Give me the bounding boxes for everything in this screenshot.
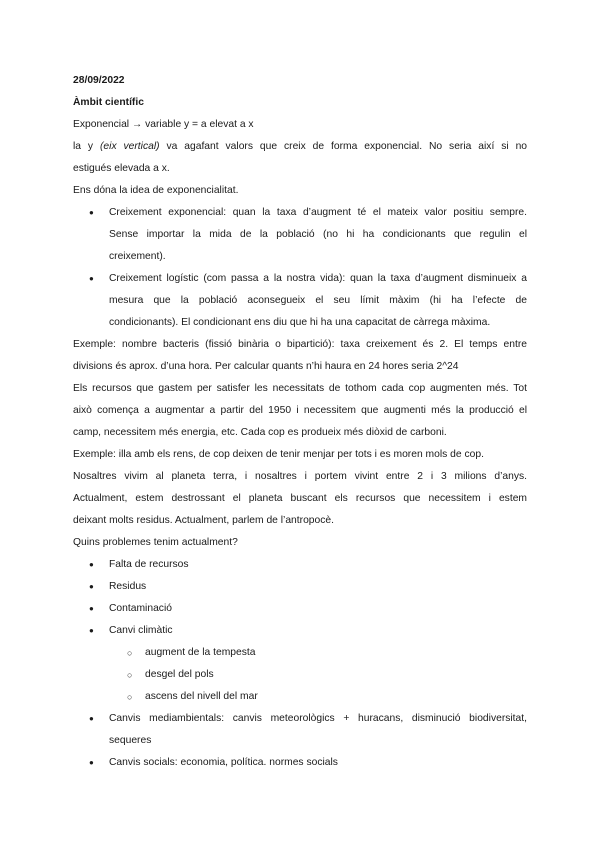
list-item: ● Contaminació [73,598,527,620]
paragraph-line: divisions és aprox. d’una hora. Per calcular quants n’hi haura en 24 hores seria 2^24 [73,361,459,372]
list-item-continuation: mesura que la població aconsegueix el seu límit màxim (hi ha l’efecte de [109,295,527,306]
paragraph-line: Ens dóna la idea de exponencialitat. [73,185,239,196]
paragraph-line: Actualment, estem destrossant el planeta buscant els recursos que necessitem i estem [73,493,527,504]
list-item: ● Creixement exponencial: quan la taxa d’augment té el mateix valor positiu sempre. [73,202,527,224]
exponential-definition: Exponencial → variable y = a elevat a x [73,119,254,130]
question-line: Quins problemes tenim actualment? [73,537,238,548]
list-item: ● Canvi climàtic [73,620,527,642]
bullet-icon: ● [89,274,94,283]
list-item-continuation: creixement). [109,251,166,262]
paragraph-line: camp, necessitem més energia, etc. Cada cop es produeix més diòxid de carboni. [73,427,447,438]
sub-list-item: ○ desgel del pols [73,664,527,686]
list-item: ● Residus [73,576,527,598]
bullet-icon: ● [89,208,94,217]
paragraph-line: Nosaltres vivim al planeta terra, i nosaltres i portem vivint entre 2 i 3 milions d’anys. [73,471,527,482]
date: 28/09/2022 [73,75,125,86]
circle-bullet-icon: ○ [127,670,133,680]
circle-bullet-icon: ○ [127,692,133,702]
list-item: ● Canvis socials: economia, política. normes socials [73,752,527,774]
paragraph-line: estigués elevada a x. [73,163,170,174]
paragraph-line: Els recursos que gastem per satisfer les necessitats de tothom cada cop augmenten més. Tot [73,383,527,394]
list-item-continuation: condicionants). El condicionant ens diu que hi ha una capacitat de càrrega màxima. [109,317,491,328]
sub-list-item: ○ augment de la tempesta [73,642,527,664]
paragraph-line: la y (eix vertical) va agafant valors que creix de forma exponencial. No seria així si no [73,141,528,152]
sub-list-item: ○ ascens del nivell del mar [73,686,527,708]
document-page [73,70,527,774]
subject-heading: Àmbit científic [73,97,144,108]
paragraph-line: Exemple: illa amb els rens, de cop deixen de tenir menjar per tots i es moren mols de cop. [73,449,484,460]
list-item: ● Canvis mediambientals: canvis meteorològics + huracans, disminució biodiversitat, [73,708,527,730]
bullet-icon: ● [89,582,94,591]
bullet-icon: ● [89,560,94,569]
list-item-continuation: Sense importar la mida de la població (no hi ha condicionants que regulin el [109,229,527,240]
list-item: ● Creixement logístic (com passa a la nostra vida): quan la taxa d’augment disminueix a [73,268,527,290]
paragraph-line: això comença a augmentar a partir del 1950 i necessitem que augmenti més la producció el [73,405,527,416]
paragraph-line: deixant molts residus. Actualment, parlem de l’antropocè. [73,515,334,526]
list-item: ● Falta de recursos [73,554,527,576]
list-item-continuation: sequeres [109,735,152,746]
circle-bullet-icon: ○ [127,648,133,658]
paragraph-line: Exemple: nombre bacteris (fissió binària o bipartició): taxa creixement és 2. El temps entre [73,339,527,350]
bullet-icon: ● [89,758,94,767]
bullet-icon: ● [89,626,94,635]
bullet-icon: ● [89,604,94,613]
bullet-icon: ● [89,714,94,723]
